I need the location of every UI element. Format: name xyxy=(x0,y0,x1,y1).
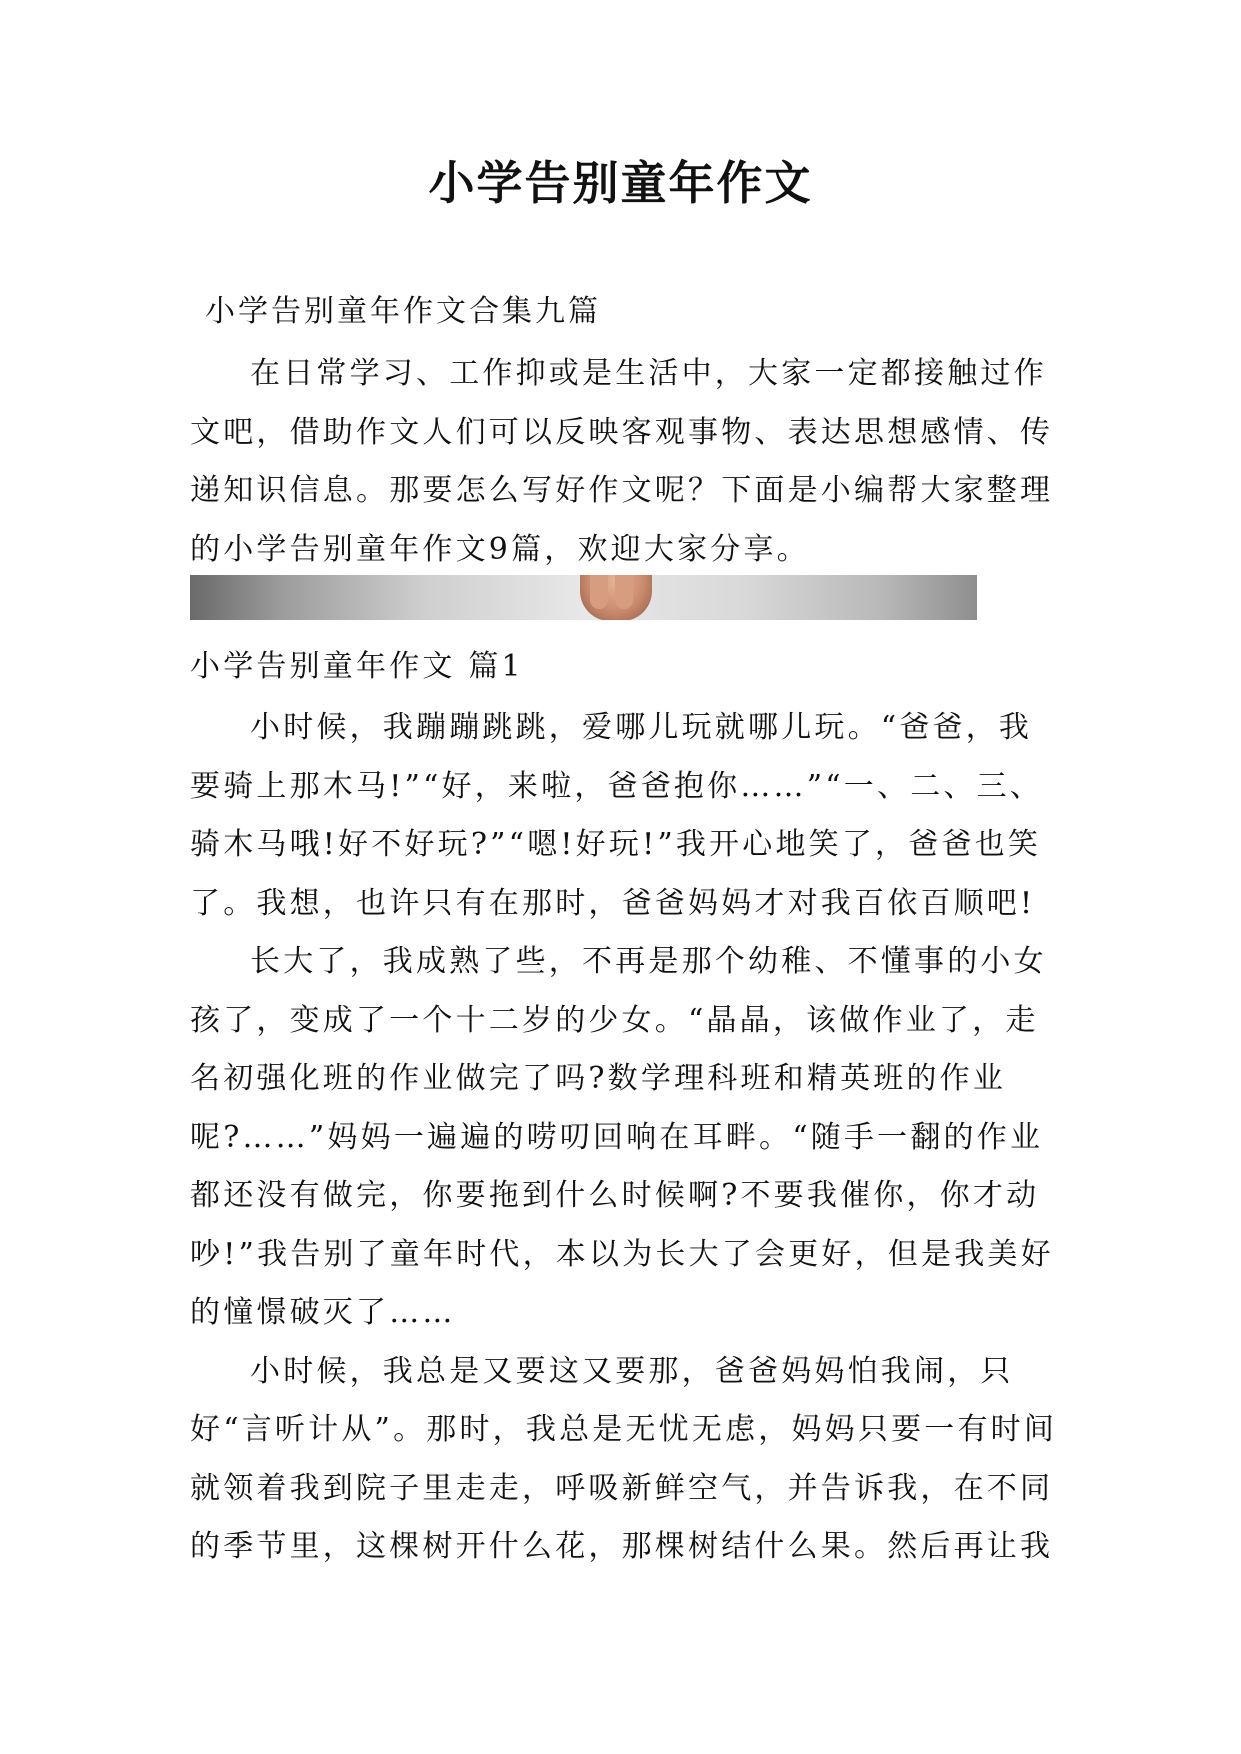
document-title: 小学告别童年作文 xyxy=(428,156,813,210)
intro-paragraph: 在日常学习、工作抑或是生活中，大家一定都接触过作文吧，借助作文人们可以反映客观事物、表达思想感情、传递知识信息。那要怎么写好作文呢？下面是小编帮大家整理的小学告别童年作文9篇，欢迎大家分享。 xyxy=(190,356,1054,567)
essay-paragraph: 小时候，我总是又要这又要那，爸爸妈妈怕我闹，只好“言听计从”。那时，我总是无忧无虑，妈妈只要一有时间就领着我到院子里走走，呼吸新鲜空气，并告诉我，在不同的季节里，这棵树开什么花，那棵树结什么果。然后再让我 xyxy=(190,1353,1058,1564)
finger-shape xyxy=(590,575,608,609)
essay-body xyxy=(190,699,1060,1577)
intro-block xyxy=(190,345,1060,579)
section-heading: 小学告别童年作文 篇1 xyxy=(190,649,524,684)
essay-paragraph: 长大了，我成熟了些，不再是那个幼稚、不懂事的小女孩了，变成了一个十二岁的少女。“晶晶，该做作业了，走名初强化班的作业做完了吗?数学理科班和精英班的作业呢?……”妈妈一遍遍的唠叨回响在耳畔。“随手一翻的作业都还没有做完，你要拖到什么时候啊?不要我催你，你才动吵!”我告别了童年时代，本以为长大了会更好，但是我美好的憧憬破灭了…… xyxy=(190,944,1054,1330)
finger-shape xyxy=(615,575,633,609)
essay-paragraph: 小时候，我蹦蹦跳跳，爱哪儿玩就哪儿玩。“爸爸，我要骑上那木马!”“好，来啦，爸爸抱你……”“一、二、三、骑木马哦!好不好玩?”“嗯!好玩!”我开心地笑了，爸爸也笑了。我想，也许只有在那时，爸爸妈妈才对我百依百顺吧! xyxy=(190,710,1044,921)
document-subtitle: 小学告别童年作文合集九篇 xyxy=(205,294,601,329)
banner-image xyxy=(190,575,977,620)
